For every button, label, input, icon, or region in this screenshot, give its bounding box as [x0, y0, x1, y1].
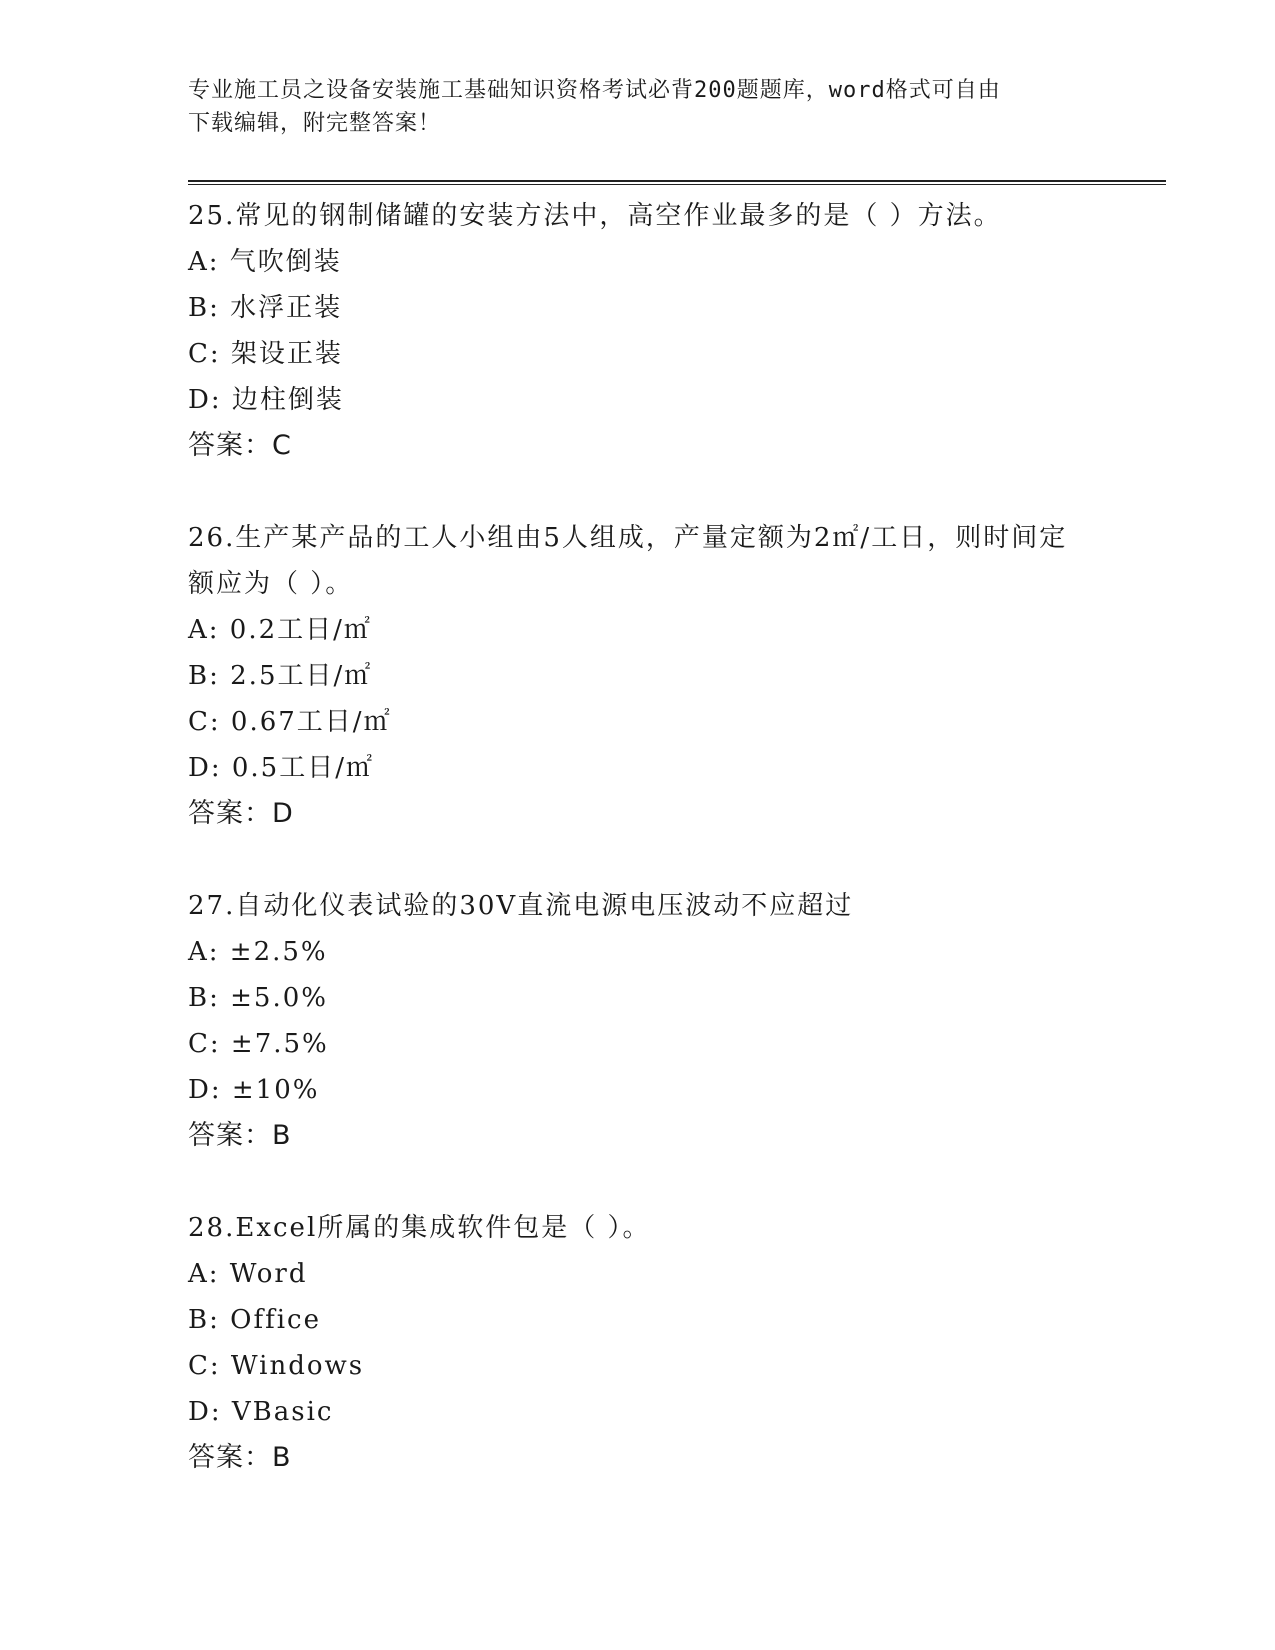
option-c: C: 架设正装	[188, 339, 343, 369]
answer-line: 答案：D	[188, 798, 294, 829]
answer-line: 答案：C	[188, 430, 292, 461]
option-c: C: ±7.5%	[188, 1029, 329, 1059]
option-a: A: 0.2工日/㎡	[188, 615, 372, 645]
question-stem: 26.生产某产品的工人小组由5人组成，产量定额为2㎡/工日，则时间定额应为（ ）。	[188, 523, 1068, 599]
question-stem: 27.自动化仪表试验的30V直流电源电压波动不应超过	[188, 891, 854, 921]
option-a: A: ±2.5%	[188, 937, 328, 967]
header-line-1: 专业施工员之设备安装施工基础知识资格考试必背200题题库，word格式可自由	[188, 78, 1001, 103]
answer-line: 答案：B	[188, 1442, 292, 1473]
question-stem: 25.常见的钢制储罐的安装方法中，高空作业最多的是（ ）方法。	[188, 201, 1002, 231]
header-line-2: 下载编辑，附完整答案！	[188, 111, 442, 136]
option-c: C: Windows	[188, 1351, 365, 1381]
option-b: B: 水浮正装	[188, 293, 343, 323]
question-27	[188, 883, 1148, 1159]
option-b: B: ±5.0%	[188, 983, 328, 1013]
answer-line: 答案：B	[188, 1120, 292, 1151]
option-a: A: 气吹倒装	[188, 247, 342, 277]
option-d: D: ±10%	[188, 1075, 320, 1105]
option-d: D: VBasic	[188, 1397, 334, 1427]
option-b: B: 2.5工日/㎡	[188, 661, 373, 691]
header-divider-bottom	[188, 184, 1166, 185]
option-d: D: 边柱倒装	[188, 385, 344, 415]
question-stem: 28.Excel所属的集成软件包是（ ）。	[188, 1213, 651, 1243]
header-divider-top	[188, 180, 1166, 182]
question-28	[188, 1205, 1148, 1481]
option-c: C: 0.67工日/㎡	[188, 707, 392, 737]
question-26	[188, 515, 1148, 837]
option-a: A: Word	[188, 1259, 308, 1289]
option-d: D: 0.5工日/㎡	[188, 753, 374, 783]
document-header	[188, 74, 1088, 140]
question-list	[188, 193, 1148, 1527]
option-b: B: Office	[188, 1305, 321, 1335]
question-25	[188, 193, 1148, 469]
